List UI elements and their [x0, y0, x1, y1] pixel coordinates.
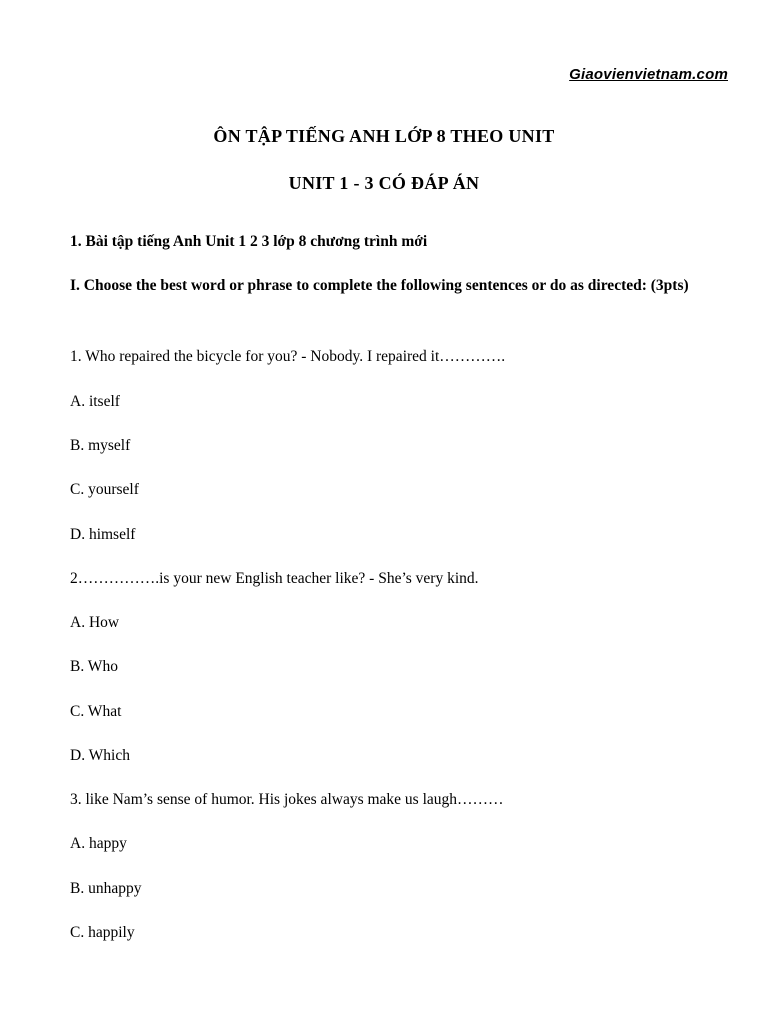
question-1-option-b: B. myself: [70, 437, 131, 454]
exercise-instruction: I. Choose the best word or phrase to complete the following sentences or do as directed: (3pts): [70, 277, 689, 294]
document-subtitle: UNIT 1 - 3 CÓ ĐÁP ÁN: [288, 173, 480, 193]
question-1: 1. Who repaired the bicycle for you? - Nobody. I repaired it………….: [70, 348, 506, 365]
question-2-option-b: B. Who: [70, 658, 118, 675]
site-link[interactable]: Giaovienvietnam.com: [569, 66, 728, 83]
question-2-option-c: C. What: [70, 703, 122, 720]
question-1-option-d: D. himself: [70, 526, 136, 543]
question-3-option-b: B. unhappy: [70, 880, 142, 897]
question-2: 2…………….is your new English teacher like? - She’s very kind.: [70, 570, 479, 587]
question-3-option-a: A. happy: [70, 835, 127, 852]
section-heading: 1. Bài tập tiếng Anh Unit 1 2 3 lớp 8 chương trình mới: [70, 233, 428, 250]
question-3-option-c: C. happily: [70, 924, 135, 941]
question-2-option-d: D. Which: [70, 747, 130, 764]
question-3: 3. like Nam’s sense of humor. His jokes always make us laugh………: [70, 791, 504, 808]
question-1-option-c: C. yourself: [70, 481, 139, 498]
question-1-option-a: A. itself: [70, 393, 120, 410]
document-title: ÔN TẬP TIẾNG ANH LỚP 8 THEO UNIT: [213, 126, 555, 146]
question-2-option-a: A. How: [70, 614, 120, 631]
